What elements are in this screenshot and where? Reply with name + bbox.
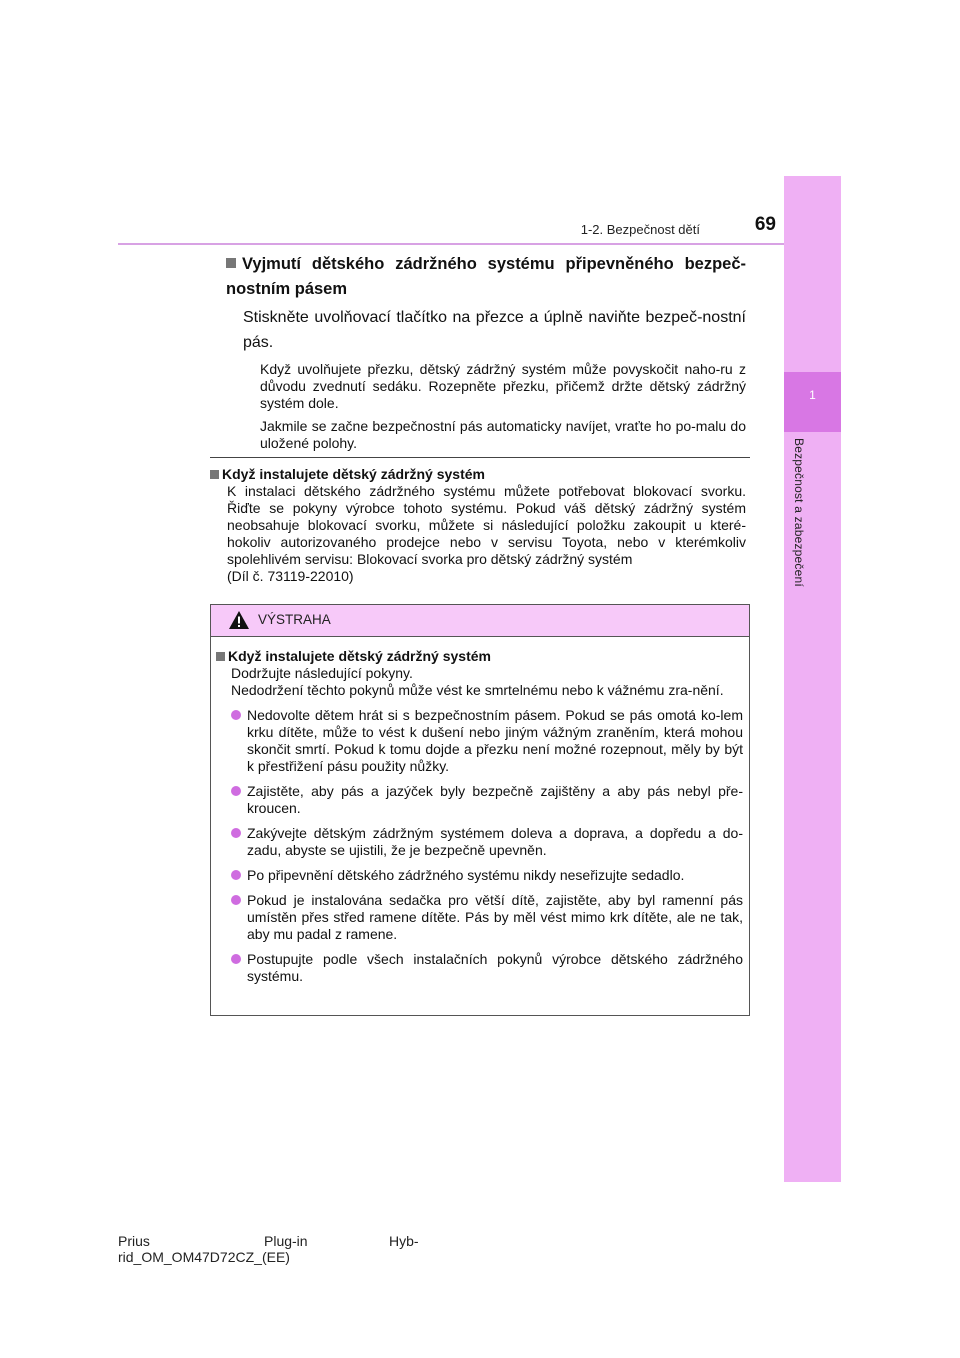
instruction-text: Stiskněte uvolňovací tlačítko na přezce a úplně naviňte bezpeč-nostní pás. [243, 309, 746, 351]
section-title: 1-2. Bezpečnost dětí [580, 222, 700, 237]
chapter-side-tab [784, 176, 841, 1182]
footer-line-1 [118, 1233, 419, 1249]
section-body: K instalaci dětského zádržného systému můžete potřebovat blokovací svorku. Řiďte se pokyny výrobce tohoto systému. Pokud váš dětský zádržný systém neobsahuje blokovací svorku, můžete si následující položku zakoupit u které-hokoliv autorizovaného prodejce nebo v servisu Toyota, nebo v kterémkoliv spolehlivém servisu: Blokovací svorka pro dětský zádržný systém [227, 483, 746, 567]
warning-bullet: Nedovolte dětem hrát si s bezpečnostním pásem. Pokud se pás omotá ko-lem krku dítěte, může to vést k dušení nebo jiným vážným zraněním, která mohou skončit smrtí. Pokud k tomu dojde a přezku není možné rozepnout, měly by být k přestřižení pásu použity nůžky. [231, 707, 743, 775]
chapter-title: Bezpečnost a zabezpečení [792, 438, 806, 587]
warning-triangle-icon [228, 610, 250, 630]
section-remove-child-seat [226, 252, 746, 452]
note-text: Jakmile se začne bezpečnostní pás automaticky navíjet, vraťte ho po-malu do uložené polohy. [260, 418, 746, 451]
footer-word: Prius [118, 1233, 150, 1249]
square-bullet-icon [210, 470, 219, 479]
warning-header [211, 605, 749, 637]
warning-bullet: Po připevnění dětského zádržného systému nikdy neseřizujte sedadlo. [231, 867, 743, 884]
footer-line-2: rid_OM_OM47D72CZ_(EE) [118, 1249, 290, 1265]
section-divider [210, 457, 750, 458]
chapter-number: 1 [809, 388, 816, 402]
warning-bullet: Pokud je instalována sedačka pro větší dítě, zajistěte, aby byl ramenní pás umístěn přes střed ramene dítěte. Pás by měl vést mimo krk dítěte, ale ne tak, aby mu padal z ramene. [231, 892, 743, 943]
footer-word: Plug-in [264, 1233, 308, 1249]
warning-box [210, 604, 750, 1016]
section-installing-child-seat [210, 466, 746, 585]
warning-bullet: Postupujte podle všech instalačních pokynů výrobce dětského zádržného systému. [231, 951, 743, 985]
page-number: 69 [754, 214, 776, 235]
square-bullet-icon [216, 652, 225, 661]
warning-bullet: Zakývejte dětským zádržným systémem doleva a doprava, a dopředu a do-zadu, abyste se ujistili, že je bezpečně upevněn. [231, 825, 743, 859]
warning-bullet: Zajistěte, aby pás a jazýček byly bezpečně zajištěny a aby pás nebyl pře-kroucen. [231, 783, 743, 817]
square-bullet-icon [226, 258, 236, 268]
footer-word: Hyb- [389, 1233, 419, 1249]
note-text: Když uvolňujete přezku, dětský zádržný systém může povyskočit naho-ru z důvodu zvednutí sedáku. Rozepněte přezku, přičemž držte dětský zádržný systém dole. [260, 361, 746, 411]
section-heading: Když instalujete dětský zádržný systém [210, 466, 746, 483]
section-heading: Vyjmutí dětského zádržného systému připevněného bezpeč-nostním pásem [226, 255, 746, 298]
warning-heading: Když instalujete dětský zádržný systém [216, 648, 743, 665]
warning-intro-line: Dodržujte následující pokyny. [231, 665, 413, 681]
warning-intro-line: Nedodržení těchto pokynů může vést ke smrtelnému nebo k vážnému zra-nění. [231, 682, 724, 698]
warning-title: VÝSTRAHA [258, 612, 331, 627]
part-number: (Díl č. 73119-22010) [227, 568, 354, 584]
chapter-tab-marker [784, 372, 841, 432]
warning-content [211, 637, 749, 985]
header-rule [118, 243, 784, 245]
footer-manual-id [118, 1233, 419, 1265]
